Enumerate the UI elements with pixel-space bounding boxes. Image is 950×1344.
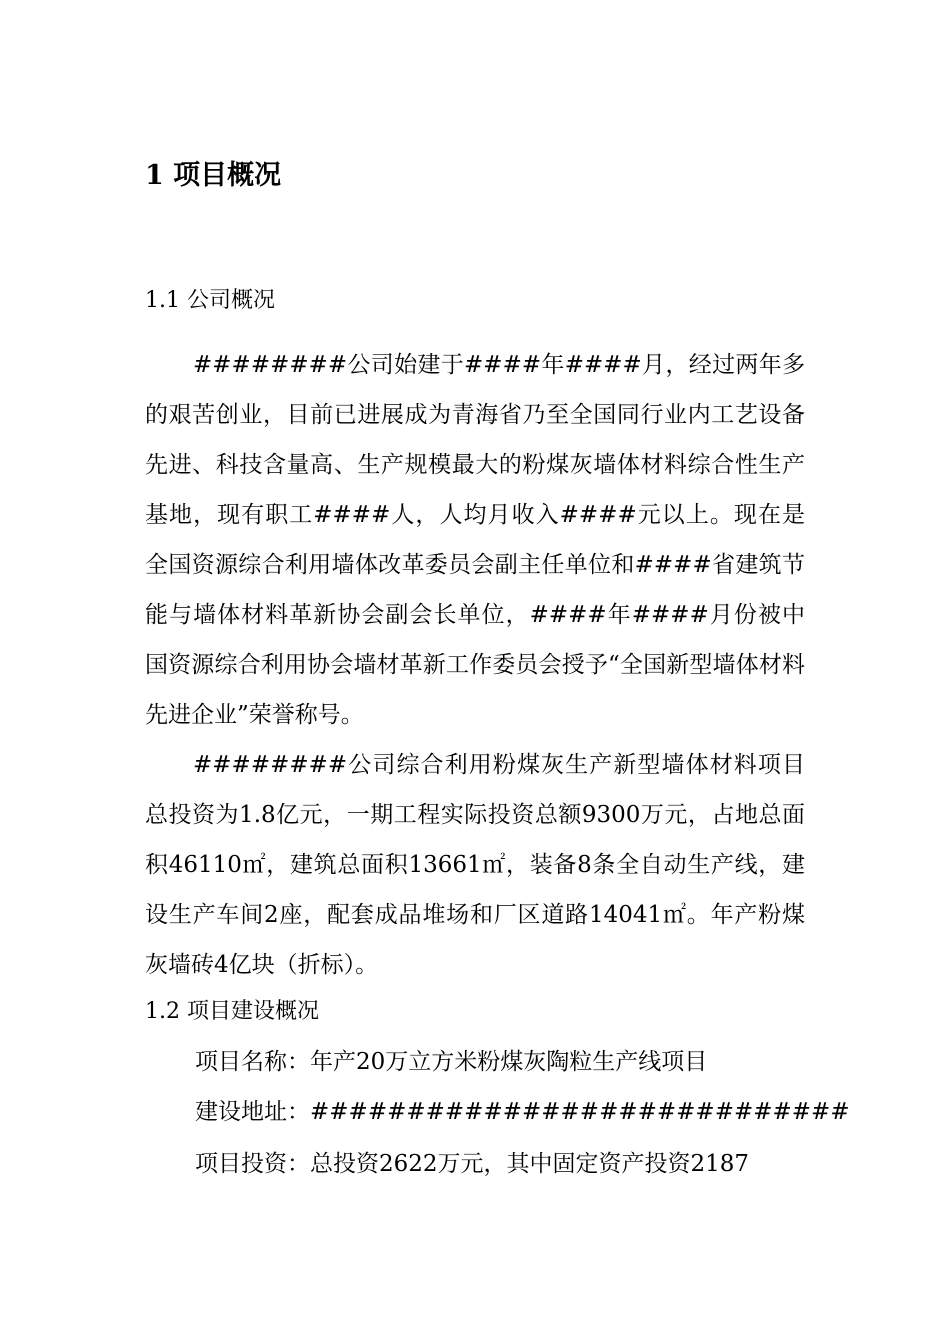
- company-overview-paragraph: ########公司始建于####年####月，经过两年多的艰苦创业，目前已进展成为青海省乃至全国同行业内工艺设备先进、科技含量高、生产规模最大的粉煤灰墙体材料综合性生产基地，现有职工####人，人均月收入####元以上。现在是全国资源综合利用墙体改革委员会副主任单位和####省建筑节能与墙体材料革新协会副会长单位，####年####月份被中国资源综合利用协会墙材革新工作委员会授予“全国新型墙体材料先进企业”荣誉称号。: [145, 352, 805, 728]
- investment-paragraph: ########公司综合利用粉煤灰生产新型墙体材料项目总投资为1.8亿元，一期工程实际投资总额9300万元，占地总面积46110㎡，建筑总面积13661㎡，装备8条全自动生产线，建设生产车间2座，配套成品堆场和厂区道路14041㎡。年产粉煤灰墙砖4亿块（折标）。: [145, 752, 805, 978]
- section-title: 1 项目概况: [145, 160, 282, 191]
- project-investment-line: 项目投资：总投资2622万元，其中固定资产投资2187: [195, 1151, 750, 1177]
- project-site-line: 建设地址：############################: [195, 1099, 850, 1125]
- company-overview-heading: 1.1 公司概况: [145, 288, 275, 313]
- project-overview-heading: 1.2 项目建设概况: [145, 999, 319, 1024]
- project-name-line: 项目名称：年产20万立方米粉煤灰陶粒生产线项目: [195, 1049, 708, 1075]
